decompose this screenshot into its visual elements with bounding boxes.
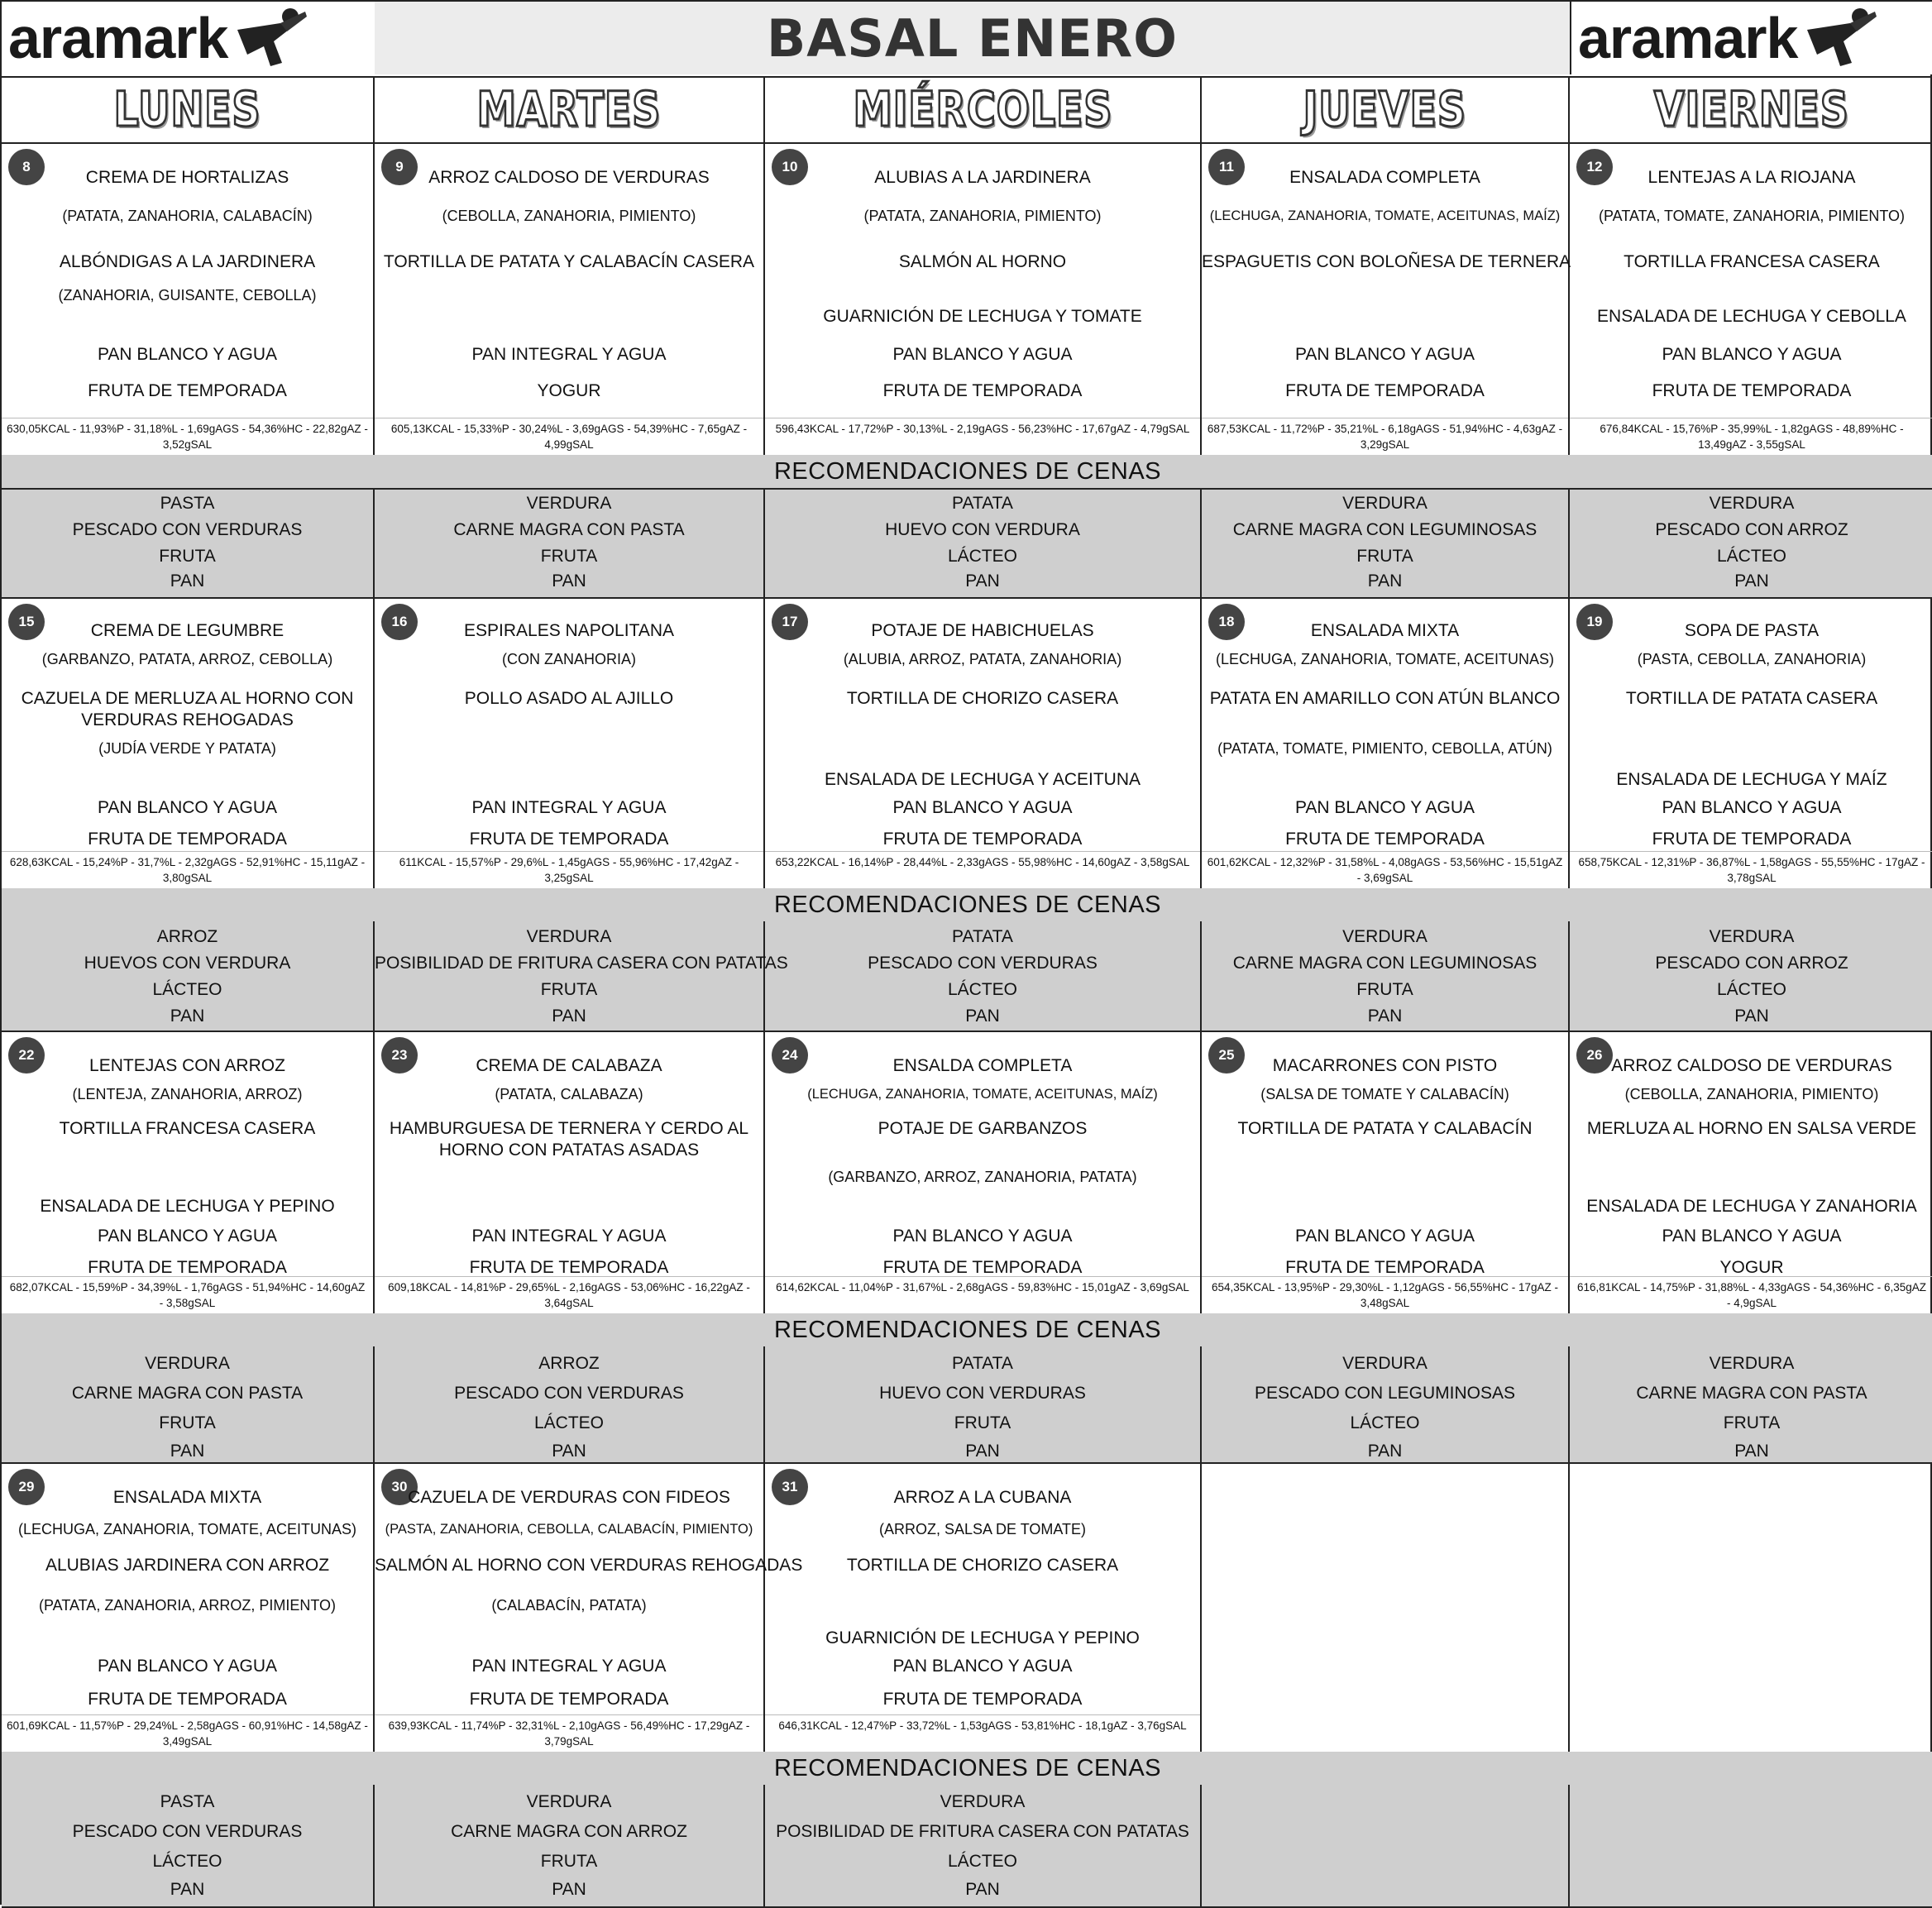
- dish-name: ENSALADA DE LECHUGA Y ZANAHORIA: [1586, 1197, 1917, 1216]
- dinner-recommendation-item: PAN: [552, 571, 586, 591]
- weekday-header-tuesday: [375, 76, 765, 142]
- day-menu-cell: [375, 597, 765, 888]
- dish-ingredients: (PATATA, ZANAHORIA, PIMIENTO): [863, 208, 1102, 224]
- week-row: [2, 142, 1932, 457]
- dinner-recommendation-item: VERDURA: [940, 1792, 1026, 1811]
- dish-ingredients: (PASTA, CEBOLLA, ZANAHORIA): [1637, 651, 1867, 667]
- weekday-header-row: [2, 76, 1932, 144]
- dinner-recommendations-row: [2, 921, 1932, 1032]
- dish-name: PAN BLANCO Y AGUA: [1662, 798, 1842, 817]
- nutrition-info: 646,31KCAL - 12,47%P - 33,72%L - 1,53gAGS - 53,81%HC - 18,1gAZ - 3,76gSAL: [765, 1714, 1200, 1752]
- dinner-recommendation-cell: [1202, 921, 1570, 1031]
- nutrition-info: 596,43KCAL - 17,72%P - 30,13%L - 2,19gAGS - 56,23%HC - 17,67gAZ - 4,79gSAL: [765, 418, 1200, 455]
- day-menu-cell: [2, 142, 375, 455]
- day-menu-cell: [765, 1031, 1202, 1313]
- weekday-label: JUEVES: [1303, 81, 1467, 137]
- dish-name: PAN BLANCO Y AGUA: [1294, 345, 1475, 364]
- dish-ingredients: (SALSA DE TOMATE Y CALABACÍN): [1260, 1086, 1509, 1102]
- dish-name: ALUBIAS JARDINERA CON ARROZ: [45, 1556, 330, 1575]
- header: [2, 2, 1932, 78]
- dinner-recommendation-cell: [1202, 490, 1570, 597]
- dinner-recommendation-item: VERDURA: [1709, 927, 1795, 946]
- aramark-logo-left: [2, 2, 376, 74]
- dinner-recommendation-item: LÁCTEO: [1716, 547, 1787, 566]
- dish-name: FRUTA DE TEMPORADA: [469, 830, 669, 849]
- dinner-recommendation-cell: [765, 490, 1202, 597]
- dinner-recommendation-item: PATATA: [952, 494, 1013, 513]
- runner-logo-icon: [231, 5, 309, 71]
- dinner-recommendation-item: VERDURA: [526, 1792, 612, 1811]
- day-number-badge: 29: [8, 1469, 45, 1505]
- dinner-recommendation-item: VERDURA: [1709, 494, 1795, 513]
- dish-name: PAN INTEGRAL Y AGUA: [471, 345, 667, 364]
- weekday-header-wednesday: [765, 76, 1202, 142]
- day-menu-cell: [2, 1462, 375, 1752]
- dinner-recommendation-item: FRUTA: [1356, 980, 1413, 999]
- dish-name: FRUTA DE TEMPORADA: [469, 1690, 669, 1709]
- menu-title: BASAL ENERO: [766, 7, 1178, 69]
- nutrition-info: 630,05KCAL - 11,93%P - 31,18%L - 1,69gAGS - 54,36%HC - 22,82gAZ - 3,52gSAL: [2, 418, 373, 455]
- day-menu-cell: [765, 1462, 1202, 1752]
- day-number-badge: 23: [381, 1037, 418, 1074]
- day-menu-cell: [1570, 597, 1932, 888]
- dish-name: CREMA DE CALABAZA: [476, 1056, 662, 1075]
- day-menu-cell: [1202, 142, 1570, 455]
- dish-name: ENSALADA MIXTA: [1310, 621, 1460, 640]
- dish-name: CREMA DE HORTALIZAS: [85, 168, 289, 187]
- dish-name: FRUTA DE TEMPORADA: [88, 830, 287, 849]
- dish-ingredients: (LENTEJA, ZANAHORIA, ARROZ): [72, 1086, 303, 1102]
- dinner-recommendation-item: POSIBILIDAD DE FRITURA CASERA CON PATATAS: [776, 1822, 1189, 1841]
- dinner-recommendation-item: FRUTA: [540, 980, 598, 999]
- dish-name: LENTEJAS A LA RIOJANA: [1647, 168, 1856, 187]
- dinner-recommendation-cell: [765, 921, 1202, 1031]
- dinner-recommendations-row: [2, 1785, 1932, 1908]
- dinner-recommendation-item: PAN: [1734, 1007, 1769, 1026]
- dinner-recommendation-item: HUEVO CON VERDURA: [885, 520, 1080, 539]
- dinner-recommendations-header: [2, 888, 1932, 923]
- dish-name: PAN BLANCO Y AGUA: [1294, 1227, 1475, 1246]
- dinner-recommendation-item: HUEVOS CON VERDURA: [84, 954, 291, 973]
- dinner-recommendation-cell: [1202, 1346, 1570, 1462]
- dinner-recommendation-item: LÁCTEO: [152, 1852, 222, 1871]
- day-number-badge: 11: [1208, 149, 1245, 185]
- dinner-recommendations-title: RECOMENDACIONES DE CENAS: [773, 1316, 1161, 1343]
- dish-name: POTAJE DE HABICHUELAS: [871, 621, 1094, 640]
- dish-ingredients: (PATATA, CALABAZA): [495, 1086, 643, 1102]
- day-number-badge: 9: [381, 149, 418, 185]
- runner-logo-icon: [1800, 5, 1879, 71]
- dish-name: FRUTA DE TEMPORADA: [88, 1690, 287, 1709]
- weekday-label: LUNES: [113, 81, 261, 137]
- dish-name: FRUTA DE TEMPORADA: [469, 1258, 669, 1277]
- dinner-recommendation-item: VERDURA: [1709, 1354, 1795, 1373]
- dish-name: HAMBURGUESA DE TERNERA Y CERDO AL HORNO CON PATATAS ASADAS: [389, 1119, 749, 1160]
- dinner-recommendation-cell: [1570, 921, 1932, 1031]
- dinner-recommendation-item: PAN: [170, 1007, 205, 1026]
- weekday-header-monday: [2, 76, 375, 142]
- day-number-badge: 24: [772, 1037, 808, 1074]
- dinner-recommendation-cell: [2, 490, 375, 597]
- dinner-recommendation-item: PAN: [552, 1880, 586, 1899]
- dinner-recommendation-cell: [765, 1785, 1202, 1906]
- dinner-recommendation-item: PAN: [965, 571, 1000, 591]
- dinner-recommendations-header: [2, 1313, 1932, 1348]
- dinner-recommendation-item: CARNE MAGRA CON ARROZ: [451, 1822, 687, 1841]
- day-menu-cell: [375, 1031, 765, 1313]
- dish-name: PAN INTEGRAL Y AGUA: [471, 798, 667, 817]
- dish-name: TORTILLA DE PATATA Y CALABACÍN: [1237, 1119, 1533, 1138]
- aramark-logo-right: [1570, 2, 1932, 74]
- dinner-recommendation-cell: [1570, 490, 1932, 597]
- nutrition-info: 682,07KCAL - 15,59%P - 34,39%L - 1,76gAGS - 51,94%HC - 14,60gAZ - 3,58gSAL: [2, 1276, 373, 1313]
- dinner-recommendation-item: PESCADO CON ARROZ: [1655, 954, 1848, 973]
- day-menu-cell: [2, 1031, 375, 1313]
- nutrition-info: 676,84KCAL - 15,76%P - 35,99%L - 1,82gAGS - 48,89%HC - 13,49gAZ - 3,55gSAL: [1570, 418, 1932, 455]
- dinner-recommendation-item: PAN: [1367, 1442, 1403, 1461]
- dinner-recommendation-cell: [375, 921, 788, 1031]
- dish-name: ENSALDA COMPLETA: [892, 1056, 1073, 1075]
- dish-name: FRUTA DE TEMPORADA: [88, 1258, 287, 1277]
- dinner-recommendation-item: PAN: [1367, 571, 1403, 591]
- dinner-recommendation-item: LÁCTEO: [1716, 980, 1787, 999]
- dinner-recommendation-item: FRUTA: [954, 1413, 1011, 1432]
- day-menu-cell: [1202, 1031, 1570, 1313]
- dish-name: ENSALADA MIXTA: [112, 1488, 262, 1507]
- dish-name: FRUTA DE TEMPORADA: [882, 1258, 1083, 1277]
- day-number-badge: 30: [381, 1469, 418, 1505]
- dish-ingredients: (JUDÍA VERDE Y PATATA): [98, 740, 276, 757]
- dinner-recommendation-item: PAN: [1734, 571, 1769, 591]
- dish-name: PAN BLANCO Y AGUA: [892, 1227, 1073, 1246]
- dinner-recommendation-item: LÁCTEO: [947, 1852, 1018, 1871]
- dinner-recommendation-cell: [1202, 1785, 1570, 1906]
- dish-name: TORTILLA DE PATATA CASERA: [1625, 689, 1878, 708]
- dinner-recommendation-cell: [375, 1346, 765, 1462]
- dinner-recommendation-item: VERDURA: [1342, 927, 1427, 946]
- dish-name: PAN INTEGRAL Y AGUA: [471, 1227, 667, 1246]
- dinner-recommendation-item: CARNE MAGRA CON PASTA: [1636, 1384, 1867, 1403]
- dish-name: FRUTA DE TEMPORADA: [1285, 830, 1485, 849]
- dish-ingredients: (ALUBIA, ARROZ, PATATA, ZANAHORIA): [843, 651, 1122, 667]
- weekday-header-friday: [1570, 76, 1932, 142]
- dish-name: TORTILLA DE CHORIZO CASERA: [846, 689, 1119, 708]
- dish-ingredients: (ARROZ, SALSA DE TOMATE): [878, 1521, 1087, 1537]
- dinner-recommendation-item: PATATA: [952, 927, 1013, 946]
- day-number-badge: 10: [772, 149, 808, 185]
- dinner-recommendation-item: PASTA: [160, 1792, 215, 1811]
- dish-ingredients: (GARBANZO, PATATA, ARROZ, CEBOLLA): [41, 651, 333, 667]
- nutrition-info: 616,81KCAL - 14,75%P - 31,88%L - 4,33gAGS - 54,36%HC - 6,35gAZ - 4,9gSAL: [1570, 1276, 1932, 1313]
- dinner-recommendation-item: FRUTA: [540, 1852, 598, 1871]
- dinner-recommendation-item: PESCADO CON VERDURAS: [868, 954, 1098, 973]
- dish-name: ALBÓNDIGAS A LA JARDINERA: [59, 252, 316, 271]
- dish-name: PAN BLANCO Y AGUA: [97, 798, 278, 817]
- dish-ingredients: (LECHUGA, ZANAHORIA, TOMATE, ACEITUNAS): [1215, 651, 1555, 667]
- day-menu-cell: [1570, 1462, 1932, 1752]
- day-menu-cell: [375, 142, 765, 455]
- dinner-recommendation-item: CARNE MAGRA CON PASTA: [71, 1384, 304, 1403]
- dinner-recommendation-item: PAN: [965, 1442, 1000, 1461]
- dish-name: PAN BLANCO Y AGUA: [892, 1657, 1073, 1676]
- dish-name: ESPIRALES NAPOLITANA: [463, 621, 675, 640]
- weekday-label: VIERNES: [1654, 81, 1849, 137]
- dinner-recommendation-item: FRUTA: [1356, 547, 1413, 566]
- day-number-badge: 12: [1576, 149, 1613, 185]
- logo-wordmark: aramark: [1578, 6, 1798, 70]
- dish-name: FRUTA DE TEMPORADA: [882, 1690, 1083, 1709]
- dinner-recommendation-cell: [375, 490, 765, 597]
- nutrition-info: 687,53KCAL - 11,72%P - 35,21%L - 6,18gAGS - 51,94%HC - 4,63gAZ - 3,29gSAL: [1202, 418, 1568, 455]
- day-number-badge: 15: [8, 604, 45, 640]
- dish-name: ENSALADA DE LECHUGA Y CEBOLLA: [1597, 307, 1906, 326]
- dinner-recommendation-item: HUEVO CON VERDURAS: [879, 1384, 1086, 1403]
- dish-name: ARROZ CALDOSO DE VERDURAS: [1611, 1056, 1892, 1075]
- dinner-recommendation-item: PAN: [170, 571, 205, 591]
- dinner-recommendation-item: PAN: [1367, 1007, 1403, 1026]
- dish-name: PAN BLANCO Y AGUA: [97, 1657, 278, 1676]
- dinner-recommendation-cell: [375, 1785, 765, 1906]
- weekday-label: MARTES: [476, 81, 662, 137]
- dinner-recommendation-item: ARROZ: [156, 927, 218, 946]
- dish-ingredients: (PATATA, ZANAHORIA, ARROZ, PIMIENTO): [38, 1597, 337, 1614]
- dish-name: TORTILLA DE CHORIZO CASERA: [846, 1556, 1119, 1575]
- dish-name: MACARRONES CON PISTO: [1272, 1056, 1498, 1075]
- dish-name: PAN BLANCO Y AGUA: [1294, 798, 1475, 817]
- day-number-badge: 26: [1576, 1037, 1613, 1074]
- dish-name: POLLO ASADO AL AJILLO: [464, 689, 674, 708]
- dish-name: FRUTA DE TEMPORADA: [1285, 1258, 1485, 1277]
- dish-name: PAN BLANCO Y AGUA: [97, 1227, 278, 1246]
- dish-name: LENTEJAS CON ARROZ: [89, 1056, 285, 1075]
- dinner-recommendation-item: VERDURA: [1342, 1354, 1427, 1373]
- logo-wordmark: aramark: [8, 6, 228, 70]
- dish-name: SALMÓN AL HORNO CON VERDURAS REHOGADAS: [375, 1556, 803, 1575]
- dish-name: POTAJE DE GARBANZOS: [878, 1119, 1088, 1138]
- dish-name: ENSALADA DE LECHUGA Y MAÍZ: [1616, 770, 1887, 789]
- dinner-recommendation-cell: [765, 1346, 1202, 1462]
- dinner-recommendation-item: PESCADO CON VERDURAS: [454, 1384, 684, 1403]
- dish-name: FRUTA DE TEMPORADA: [882, 381, 1083, 400]
- dish-name: TORTILLA DE PATATA Y CALABACÍN CASERA: [383, 252, 755, 271]
- weekday-header-thursday: [1202, 76, 1570, 142]
- day-number-badge: 18: [1208, 604, 1245, 640]
- dinner-recommendation-item: FRUTA: [1723, 1413, 1781, 1432]
- weekday-label: MIÉRCOLES: [853, 81, 1112, 137]
- dinner-recommendation-item: PESCADO CON VERDURAS: [72, 1822, 303, 1841]
- dish-name: FRUTA DE TEMPORADA: [1652, 830, 1852, 849]
- nutrition-info: 601,62KCAL - 12,32%P - 31,58%L - 4,08gAGS - 53,56%HC - 15,51gAZ - 3,69gSAL: [1202, 851, 1568, 888]
- week-row: [2, 597, 1932, 890]
- day-menu-cell: [1202, 1462, 1570, 1752]
- dinner-recommendation-item: PAN: [965, 1880, 1000, 1899]
- dinner-recommendations-header: [2, 455, 1932, 490]
- nutrition-info: 654,35KCAL - 13,95%P - 29,30%L - 1,12gAGS - 56,55%HC - 17gAZ - 3,48gSAL: [1202, 1276, 1568, 1313]
- dish-name: YOGUR: [537, 381, 601, 400]
- dinner-recommendation-item: VERDURA: [145, 1354, 230, 1373]
- day-menu-cell: [1202, 597, 1570, 888]
- dinner-recommendation-item: PAN: [552, 1442, 586, 1461]
- dinner-recommendations-row: [2, 1346, 1932, 1464]
- day-number-badge: 8: [8, 149, 45, 185]
- dinner-recommendation-item: PAN: [965, 1007, 1000, 1026]
- menu-title-box: [375, 2, 1570, 74]
- dish-name: SOPA DE PASTA: [1684, 621, 1820, 640]
- dish-name: PATATA EN AMARILLO CON ATÚN BLANCO: [1209, 689, 1561, 708]
- dish-ingredients: (LECHUGA, ZANAHORIA, TOMATE, ACEITUNAS, MAÍZ): [1209, 208, 1561, 223]
- dinner-recommendation-item: PATATA: [952, 1354, 1013, 1373]
- dish-ingredients: (CEBOLLA, ZANAHORIA, PIMIENTO): [1624, 1086, 1879, 1102]
- dish-name: MERLUZA AL HORNO EN SALSA VERDE: [1586, 1119, 1917, 1138]
- dinner-recommendation-item: CARNE MAGRA CON LEGUMINOSAS: [1232, 954, 1537, 973]
- dish-name: ENSALADA DE LECHUGA Y ACEITUNA: [824, 770, 1141, 789]
- dinner-recommendations-title: RECOMENDACIONES DE CENAS: [773, 1754, 1161, 1781]
- dish-name: TORTILLA FRANCESA CASERA: [1624, 252, 1880, 271]
- dinner-recommendation-item: LÁCTEO: [947, 980, 1018, 999]
- dish-name: FRUTA DE TEMPORADA: [1652, 381, 1852, 400]
- dish-ingredients: (PATATA, TOMATE, PIMIENTO, CEBOLLA, ATÚN): [1217, 740, 1552, 757]
- dinner-recommendation-item: LÁCTEO: [152, 980, 222, 999]
- nutrition-info: 605,13KCAL - 15,33%P - 30,24%L - 3,69gAGS - 54,39%HC - 7,65gAZ - 4,99gSAL: [375, 418, 763, 455]
- dinner-recommendation-item: CARNE MAGRA CON LEGUMINOSAS: [1232, 520, 1537, 539]
- dish-name: CREMA DE LEGUMBRE: [90, 621, 285, 640]
- dinner-recommendations-title: RECOMENDACIONES DE CENAS: [773, 891, 1161, 918]
- nutrition-info: 658,75KCAL - 12,31%P - 36,87%L - 1,58gAGS - 55,55%HC - 17gAZ - 3,78gSAL: [1570, 851, 1932, 888]
- day-menu-cell: [2, 597, 375, 888]
- dinner-recommendation-item: FRUTA: [159, 547, 216, 566]
- dinner-recommendation-item: PAN: [170, 1442, 205, 1461]
- nutrition-info: 653,22KCAL - 16,14%P - 28,44%L - 2,33gAGS - 55,98%HC - 14,60gAZ - 3,58gSAL: [765, 851, 1200, 888]
- dinner-recommendation-item: LÁCTEO: [947, 547, 1018, 566]
- dinner-recommendation-item: ARROZ: [538, 1354, 600, 1373]
- day-menu-cell: [1570, 142, 1932, 455]
- dinner-recommendation-cell: [1570, 1346, 1932, 1462]
- dish-ingredients: (LECHUGA, ZANAHORIA, TOMATE, ACEITUNAS, MAÍZ): [807, 1087, 1158, 1102]
- nutrition-info: 614,62KCAL - 11,04%P - 31,67%L - 2,68gAGS - 59,83%HC - 15,01gAZ - 3,69gSAL: [765, 1276, 1200, 1313]
- dinner-recommendation-item: PAN: [170, 1880, 205, 1899]
- dinner-recommendation-cell: [2, 921, 375, 1031]
- dish-name: ARROZ CALDOSO DE VERDURAS: [428, 168, 710, 187]
- dinner-recommendations-title: RECOMENDACIONES DE CENAS: [773, 457, 1161, 485]
- dinner-recommendation-item: PAN: [552, 1007, 586, 1026]
- day-menu-cell: [1570, 1031, 1932, 1313]
- week-row: [2, 1462, 1932, 1753]
- dish-name: CAZUELA DE MERLUZA AL HORNO CON VERDURAS REHOGADAS: [21, 689, 354, 729]
- dish-ingredients: (PATATA, ZANAHORIA, CALABACÍN): [62, 208, 313, 224]
- dish-name: SALMÓN AL HORNO: [898, 252, 1067, 271]
- day-menu-cell: [765, 597, 1202, 888]
- dinner-recommendation-item: VERDURA: [1342, 494, 1427, 513]
- dish-name: PAN INTEGRAL Y AGUA: [471, 1657, 667, 1676]
- day-number-badge: 31: [772, 1469, 808, 1505]
- day-number-badge: 19: [1576, 604, 1613, 640]
- dish-name: FRUTA DE TEMPORADA: [88, 381, 287, 400]
- day-menu-cell: [375, 1462, 803, 1752]
- dish-name: GUARNICIÓN DE LECHUGA Y PEPINO: [825, 1628, 1140, 1647]
- dinner-recommendation-cell: [2, 1785, 375, 1906]
- dinner-recommendation-item: FRUTA: [159, 1413, 216, 1432]
- dish-name: PAN BLANCO Y AGUA: [892, 345, 1073, 364]
- day-number-badge: 17: [772, 604, 808, 640]
- dinner-recommendation-item: LÁCTEO: [1350, 1413, 1420, 1432]
- dish-ingredients: (ZANAHORIA, GUISANTE, CEBOLLA): [58, 287, 317, 304]
- week-row: [2, 1031, 1932, 1315]
- dinner-recommendations-header: [2, 1752, 1932, 1786]
- dinner-recommendation-cell: [2, 1346, 375, 1462]
- dish-ingredients: (GARBANZO, ARROZ, ZANAHORIA, PATATA): [828, 1169, 1137, 1185]
- nutrition-info: 628,63KCAL - 15,24%P - 31,7%L - 2,32gAGS - 52,91%HC - 15,11gAZ - 3,80gSAL: [2, 851, 373, 888]
- dinner-recommendation-item: PESCADO CON LEGUMINOSAS: [1254, 1384, 1516, 1403]
- dinner-recommendations-row: [2, 490, 1932, 599]
- dinner-recommendation-item: CARNE MAGRA CON PASTA: [453, 520, 685, 539]
- dish-ingredients: (LECHUGA, ZANAHORIA, TOMATE, ACEITUNAS): [17, 1521, 357, 1537]
- dish-name: ENSALADA DE LECHUGA Y PEPINO: [40, 1197, 335, 1216]
- dish-name: PAN BLANCO Y AGUA: [1662, 345, 1842, 364]
- dish-name: PAN BLANCO Y AGUA: [1662, 1227, 1842, 1246]
- dinner-recommendation-item: PESCADO CON ARROZ: [1655, 520, 1848, 539]
- dinner-recommendation-item: PAN: [1734, 1442, 1769, 1461]
- dish-ingredients: (PASTA, ZANAHORIA, CEBOLLA, CALABACÍN, PIMIENTO): [385, 1522, 753, 1537]
- dish-name: CAZUELA DE VERDURAS CON FIDEOS: [408, 1488, 730, 1507]
- day-menu-cell: [765, 142, 1202, 455]
- dish-name: ALUBIAS A LA JARDINERA: [874, 168, 1091, 187]
- dinner-recommendation-item: FRUTA: [540, 547, 598, 566]
- day-number-badge: 25: [1208, 1037, 1245, 1074]
- dinner-recommendation-item: POSIBILIDAD DE FRITURA CASERA CON PATATAS: [375, 954, 788, 973]
- dinner-recommendation-item: VERDURA: [526, 927, 612, 946]
- dish-name: ENSALADA COMPLETA: [1289, 168, 1480, 187]
- dish-name: FRUTA DE TEMPORADA: [1285, 381, 1485, 400]
- dish-name: TORTILLA FRANCESA CASERA: [59, 1119, 316, 1138]
- dinner-recommendation-item: PESCADO CON VERDURAS: [72, 520, 303, 539]
- dish-ingredients: (CEBOLLA, ZANAHORIA, PIMIENTO): [442, 208, 696, 224]
- nutrition-info: 611KCAL - 15,57%P - 29,6%L - 1,45gAGS - 55,96%HC - 17,42gAZ - 3,25gSAL: [375, 851, 763, 888]
- nutrition-info: 639,93KCAL - 11,74%P - 32,31%L - 2,10gAGS - 56,49%HC - 17,29gAZ - 3,79gSAL: [375, 1714, 763, 1752]
- dish-ingredients: (CON ZANAHORIA): [502, 651, 636, 667]
- dinner-recommendation-item: PASTA: [160, 494, 215, 513]
- dish-name: PAN BLANCO Y AGUA: [97, 345, 278, 364]
- nutrition-info: 609,18KCAL - 14,81%P - 29,65%L - 2,16gAGS - 53,06%HC - 16,22gAZ - 3,64gSAL: [375, 1276, 763, 1313]
- dish-name: PAN BLANCO Y AGUA: [892, 798, 1073, 817]
- dish-name: ESPAGUETIS CON BOLOÑESA DE TERNERA: [1202, 252, 1571, 271]
- dish-name: FRUTA DE TEMPORADA: [882, 830, 1083, 849]
- day-number-badge: 22: [8, 1037, 45, 1074]
- dinner-recommendation-item: VERDURA: [526, 494, 612, 513]
- dinner-recommendation-cell: [1570, 1785, 1932, 1906]
- dish-ingredients: (PATATA, TOMATE, ZANAHORIA, PIMIENTO): [1598, 208, 1906, 224]
- nutrition-info: 601,69KCAL - 11,57%P - 29,24%L - 2,58gAGS - 60,91%HC - 14,58gAZ - 3,49gSAL: [2, 1714, 373, 1752]
- dish-ingredients: (CALABACÍN, PATATA): [491, 1597, 647, 1614]
- dish-name: ARROZ A LA CUBANA: [893, 1488, 1072, 1507]
- day-number-badge: 16: [381, 604, 418, 640]
- dish-name: YOGUR: [1719, 1258, 1784, 1277]
- dish-name: GUARNICIÓN DE LECHUGA Y TOMATE: [823, 307, 1142, 326]
- dinner-recommendation-item: LÁCTEO: [533, 1413, 605, 1432]
